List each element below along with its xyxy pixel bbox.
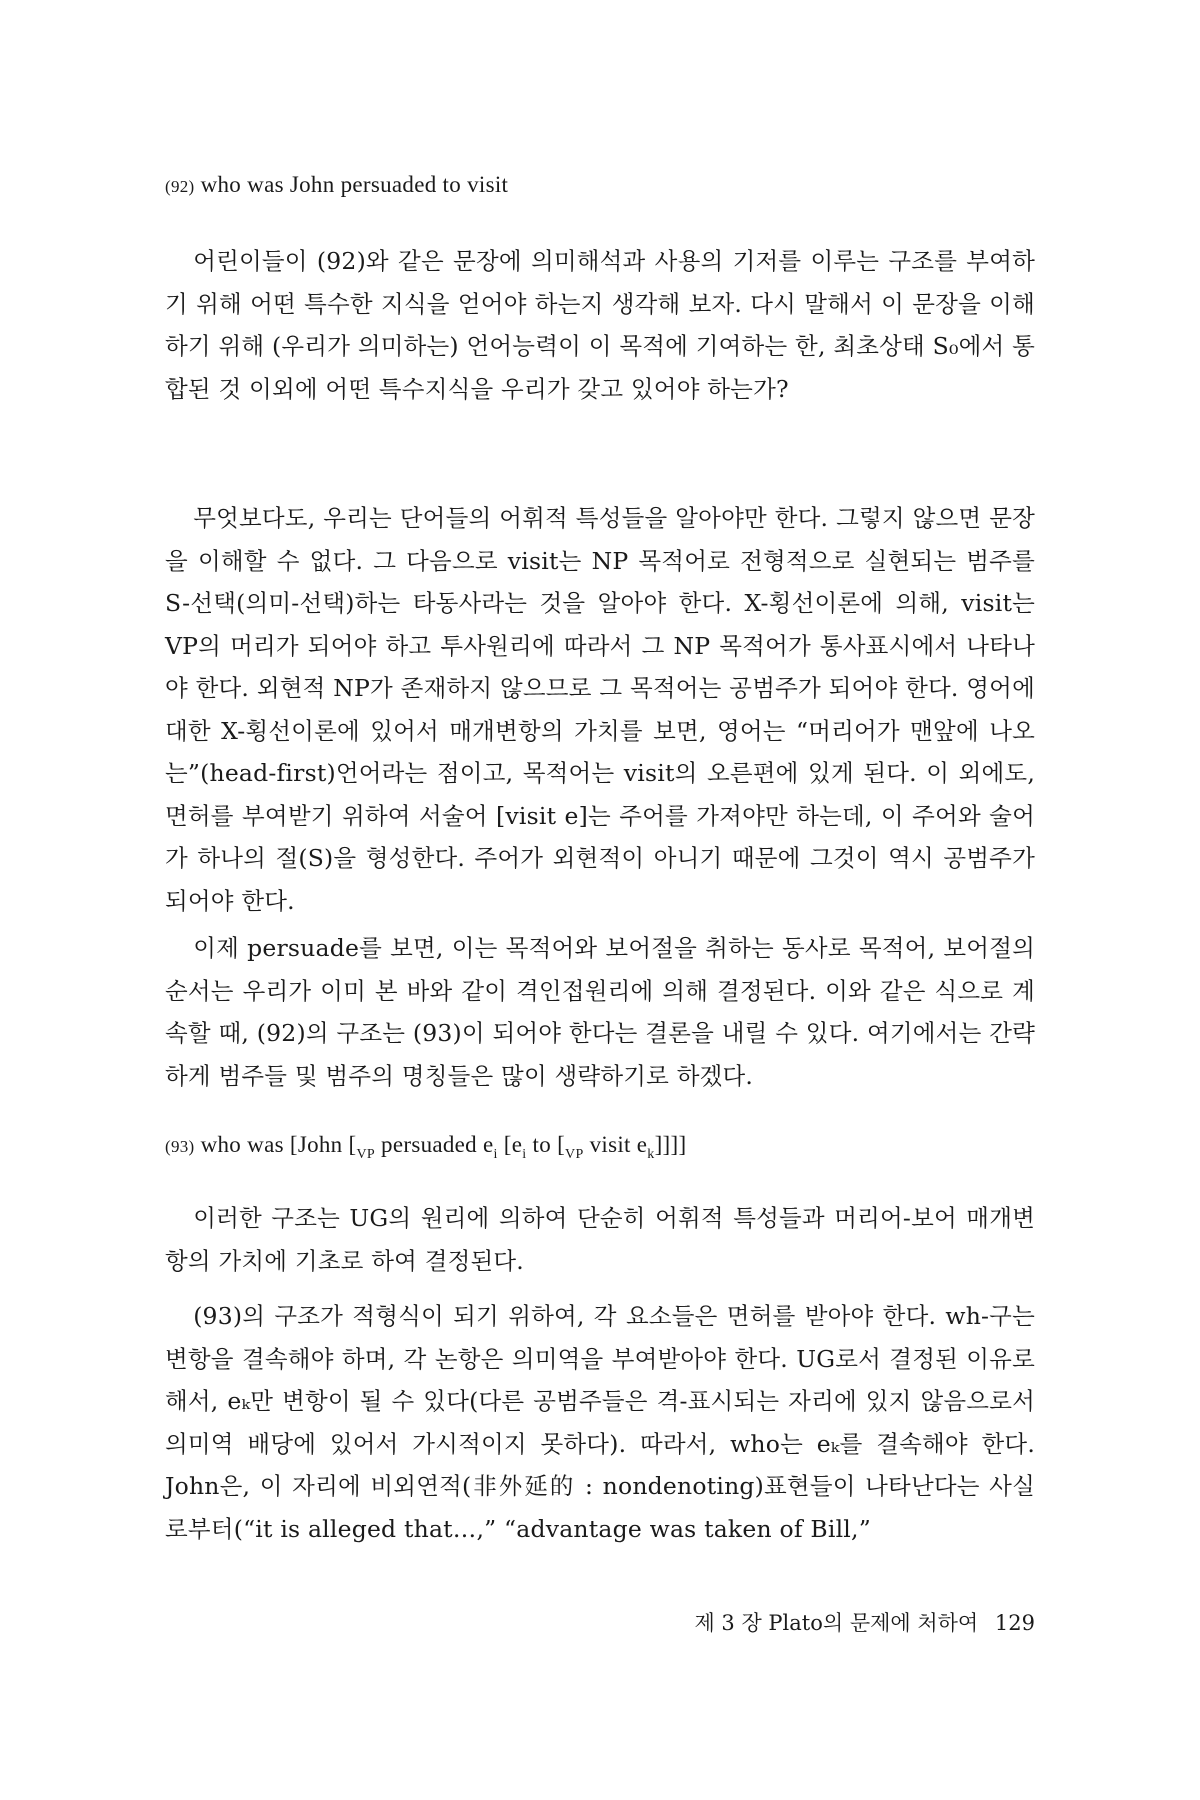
example-segment: [e — [497, 1132, 523, 1157]
paragraph-3: 이제 persuade를 보면, 이는 목적어와 보어절을 취하는 동사로 목적어, 보어절의 순서는 우리가 이미 본 바와 같이 격인접원리에 의해 결정된다. 이와 같은 식으로 계속할 때, (92)의 구조는 (93)이 되어야 한다는 결론을 내릴 수 있다. 여기에서는 간략하게 범주들 및 범주의 명칭들은 많이 생략하기로 하겠다. — [165, 934, 1035, 1090]
index-subscript: i — [493, 1147, 498, 1162]
paragraph-1: 어린이들이 (92)와 같은 문장에 의미해석과 사용의 기저를 이루는 구조를 부여하기 위해 어떤 특수한 지식을 얻어야 하는지 생각해 보자. 다시 말해서 이 문장을 이해하기 위해 (우리가 의미하는) 언어능력이 이 목적에 기여하는 한, 최초상태 S₀에서 통합된 것 이외에 어떤 특수지식을 우리가 갖고 있어야 하는가? — [165, 247, 1035, 403]
example-segment: visit e — [583, 1132, 648, 1157]
page-footer — [694, 1607, 1035, 1637]
example-number: (93) — [165, 1137, 195, 1156]
example-segment: to [ — [526, 1132, 566, 1157]
example-segment: ]]]] — [654, 1132, 687, 1157]
example-segment: who was [John [ — [200, 1132, 357, 1157]
paragraph-4: 이러한 구조는 UG의 원리에 의하여 단순히 어휘적 특성들과 머리어-보어 매개변항의 가치에 기초로 하여 결정된다. — [165, 1204, 1035, 1275]
example-segment: persuaded e — [375, 1132, 494, 1157]
vp-label: VP — [356, 1147, 375, 1162]
index-subscript: i — [522, 1147, 527, 1162]
vp-label: VP — [565, 1147, 584, 1162]
paragraph-5: (93)의 구조가 적형식이 되기 위하여, 각 요소들은 면허를 받아야 한다. wh-구는 변항을 결속해야 하며, 각 논항은 의미역을 부여받아야 한다. UG로서 결정된 이유로해서, eₖ만 변항이 될 수 있다(다른 공범주들은 격-표시되는 자리에 있지 않음으로서 의미역 배당에 있어서 가시적이지 못하다). 따라서, who는 eₖ를 결속해야 한다. John은, 이 자리에 비외연적(非外延的 : nondenoting)표현들이 나타난다는 사실로부터(“it is alleged that…,” “advantage was taken of Bill,” — [165, 1302, 1035, 1543]
paragraph-2: 무엇보다도, 우리는 단어들의 어휘적 특성들을 알아야만 한다. 그렇지 않으면 문장을 이해할 수 없다. 그 다음으로 visit는 NP 목적어로 전형적으로 실현되는 범주를 S-선택(의미-선택)하는 타동사라는 것을 알아야 한다. X-횡선이론에 의해, visit는 VP의 머리가 되어야 하고 투사원리에 따라서 그 NP 목적어가 통사표시에서 나타나야 한다. 외현적 NP가 존재하지 않으므로 그 목적어는 공범주가 되어야 한다. 영어에 대한 X-횡선이론에 있어서 매개변항의 가치를 보면, 영어는 “머리어가 맨앞에 나오는”(head-first)언어라는 점이고, 목적어는 visit의 오른편에 있게 된다. 이 외에도, 면허를 부여받기 위하여 서술어 [visit e]는 주어를 가져야만 하는데, 이 주어와 술어가 하나의 절(S)을 형성한다. 주어가 외현적이 아니기 때문에 그것이 역시 공범주가 되어야 한다. — [165, 504, 1035, 915]
chapter-title: 제 3 장 Plato의 문제에 처하여 — [694, 1611, 979, 1635]
example-93 — [165, 1132, 687, 1162]
index-subscript: k — [647, 1147, 655, 1162]
example-92 — [165, 172, 508, 198]
page-number: 129 — [994, 1611, 1035, 1635]
example-number: (92) — [165, 177, 195, 196]
example-text: who was John persuaded to visit — [200, 172, 509, 197]
